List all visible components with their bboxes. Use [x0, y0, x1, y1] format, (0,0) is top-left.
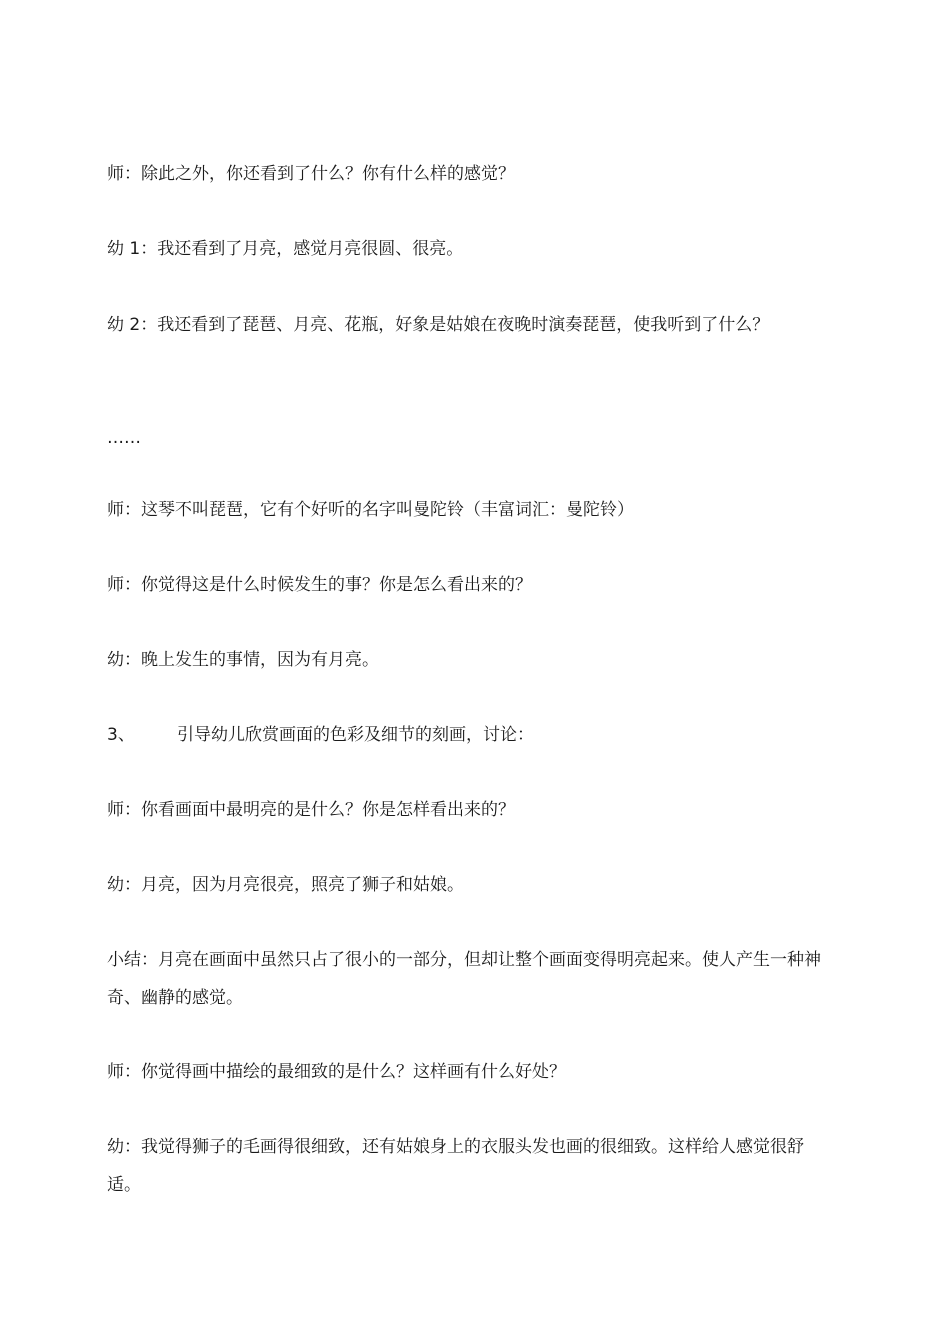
paragraph-teacher-mandolin: 师：这琴不叫琵琶，它有个好听的名字叫曼陀铃（丰富词汇：曼陀铃）: [107, 500, 634, 520]
paragraph-teacher-question-1: 师：除此之外，你还看到了什么？你有什么样的感觉？: [107, 164, 515, 184]
paragraph-child-answer-3: 幼：晚上发生的事情，因为有月亮。: [107, 650, 379, 670]
paragraph-child-answer-2: 幼 2：我还看到了琵琶、月亮、花瓶，好象是姑娘在夜晚时演奏琵琶，使我听到了什么？: [107, 315, 770, 335]
paragraph-ellipsis: ……: [107, 428, 141, 448]
numbered-item-text: 引导幼儿欣赏画面的色彩及细节的刻画，讨论：: [177, 725, 534, 745]
paragraph-child-answer-5: 幼：我觉得狮子的毛画得很细致，还有姑娘身上的衣服头发也画的很细致。这样给人感觉很舒适。: [107, 1137, 804, 1195]
paragraph-summary: 小结：月亮在画面中虽然只占了很小的一部分，但却让整个画面变得明亮起来。使人产生一种神奇、幽静的感觉。: [107, 950, 821, 1008]
paragraph-child-answer-1: 幼 1：我还看到了月亮，感觉月亮很圆、很亮。: [107, 239, 464, 259]
paragraph-numbered-item-3: [107, 716, 837, 754]
paragraph-teacher-question-2: 师：你觉得这是什么时候发生的事？你是怎么看出来的？: [107, 575, 532, 595]
list-marker: 3、: [107, 725, 135, 745]
paragraph-child-answer-4: 幼：月亮，因为月亮很亮，照亮了狮子和姑娘。: [107, 875, 464, 895]
paragraph-teacher-question-4: 师：你觉得画中描绘的最细致的是什么？这样画有什么好处？: [107, 1062, 566, 1082]
paragraph-teacher-question-3: 师：你看画面中最明亮的是什么？你是怎样看出来的？: [107, 800, 515, 820]
